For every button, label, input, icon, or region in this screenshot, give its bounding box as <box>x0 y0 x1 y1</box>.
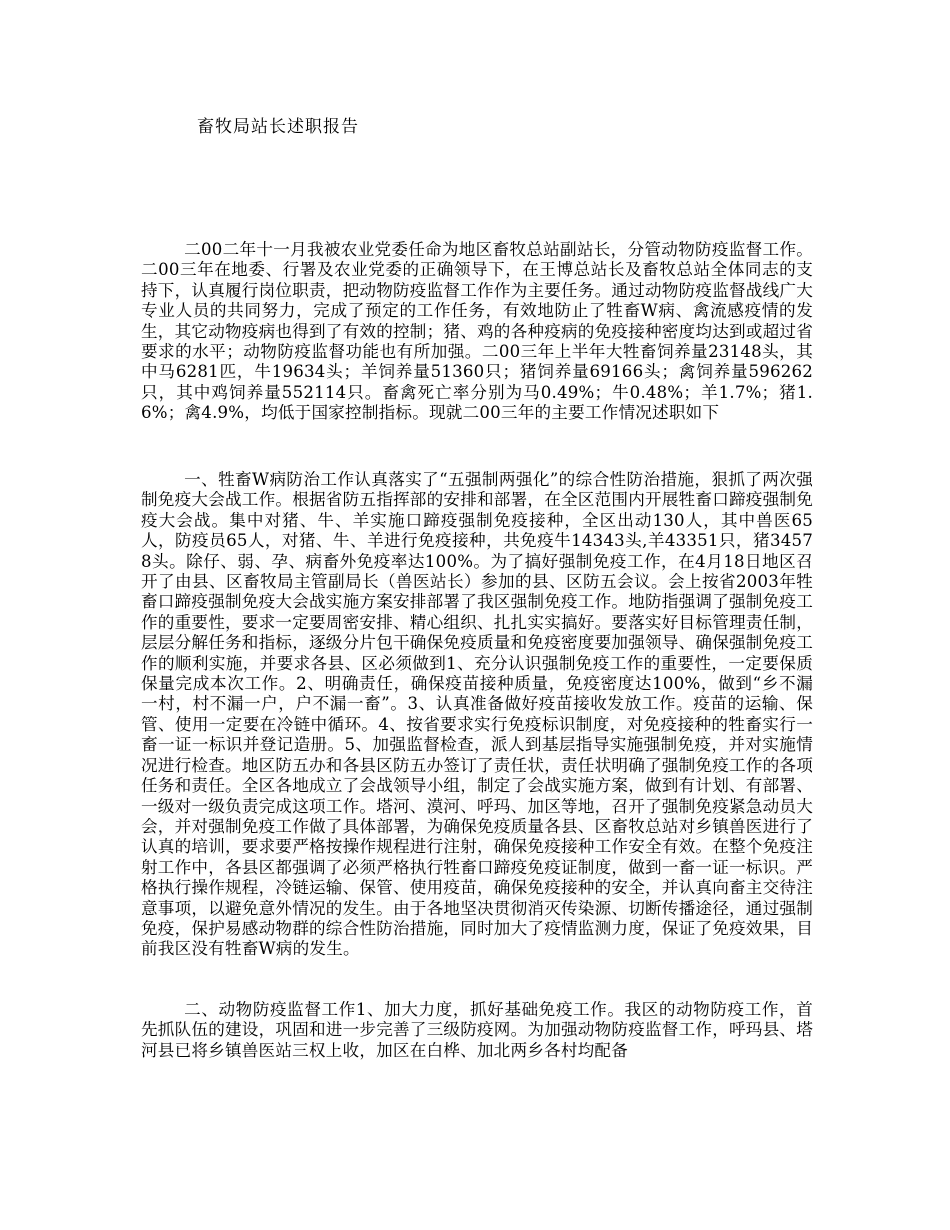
document-title: 畜牧局站长述职报告 <box>197 117 359 137</box>
paragraph-section-2: 二、动物防疫监督工作1、加大力度，抓好基础免疫工作。我区的动物防疫工作，首先抓队伍的建设，巩固和进一步完善了三级防疫网。为加强动物防疫监督工作，呼玛县、塔河县已将乡镇兽医站三权上收，加区在白桦、加北两乡各村均配备 <box>141 1000 813 1060</box>
paragraph-intro: 二00二年十一月我被农业党委任命为地区畜牧总站副站长，分管动物防疫监督工作。二00三年在地委、行署及农业党委的正确领导下，在王博总站长及畜牧总站全体同志的支持下，认真履行岗位职责，把动物防疫监督工作作为主要任务。通过动物防疫监督战线广大专业人员的共同努力，完成了预定的工作任务，有效地防止了牲畜W病、禽流感疫情的发生，其它动物疫病也得到了有效的控制；猪、鸡的各种疫病的免疫接种密度均达到或超过省要求的水平；动物防疫监督功能也有所加强。二00三年上半年大牲畜饲养量23148头，其中马6281匹，牛19634头；羊饲养量51360只；猪饲养量69166头；禽饲养量596262只，其中鸡饲养量552114只。畜禽死亡率分别为马0.49%；牛0.48%；羊1.7%；猪1.6%；禽4.9%，均低于国家控制指标。现就二00三年的主要工作情况述职如下 <box>141 240 813 423</box>
paragraph-section-1: 一、牲畜W病防治工作认真落实了“五强制两强化”的综合性防治措施，狠抓了两次强制免疫大会战工作。根据省防五指挥部的安排和部署，在全区范围内开展牲畜口蹄疫强制免疫大会战。集中对猪、牛、羊实施口蹄疫强制免疫接种，全区出动130人，其中兽医65人，防疫员65人，对猪、牛、羊进行免疫接种，共免疫牛14343头,羊43351只，猪34578头。除仔、弱、孕、病畜外免疫率达100%。为了搞好强制免疫工作，在4月18日地区召开了由县、区畜牧局主管副局长（兽医站长）参加的县、区防五会议。会上按省2003年牲畜口蹄疫强制免疫大会战实施方案安排部署了我区强制免疫工作。地防指强调了强制免疫工作的重要性，要求一定要周密安排、精心组织、扎扎实实搞好。要落实好目标管理责任制，层层分解任务和指标，逐级分片包干确保免疫质量和免疫密度要加强领导、确保强制免疫工作的顺利实施，并要求各县、区必须做到1、充分认识强制免疫工作的重要性，一定要保质保量完成本次工作。2、明确责任，确保疫苗接种质量，免疫密度达100%，做到“乡不漏一村，村不漏一户，户不漏一畜”。3、认真准备做好疫苗接收发放工作。疫苗的运输、保管、使用一定要在冷链中循环。4、按省要求实行免疫标识制度，对免疫接种的牲畜实行一畜一证一标识并登记造册。5、加强监督检查，派人到基层指导实施强制免疫，并对实施情况进行检查。地区防五办和各县区防五办签订了责任状，责任状明确了强制免疫工作的各项任务和责任。全区各地成立了会战领导小组，制定了会战实施方案，做到有计划、有部署、一级对一级负责完成这项工作。塔河、漠河、呼玛、加区等地，召开了强制免疫紧急动员大会，并对强制免疫工作做了具体部署，为确保免疫质量各县、区畜牧总站对乡镇兽医进行了认真的培训，要求要严格按操作规程进行注射，确保免疫接种工作安全有效。在整个免疫注射工作中，各县区都强调了必须严格执行牲畜口蹄疫免疫证制度，做到一畜一证一标识。严格执行操作规程，冷链运输、保管、使用疫苗，确保免疫接种的安全，并认真向畜主交待注意事项，以避免意外情况的发生。由于各地坚决贯彻消灭传染源、切断传播途径，通过强制免疫，保护易感动物群的综合性防治措施，同时加大了疫情监测力度，保证了免疫效果，目前我区没有牲畜W病的发生。 <box>141 470 813 959</box>
